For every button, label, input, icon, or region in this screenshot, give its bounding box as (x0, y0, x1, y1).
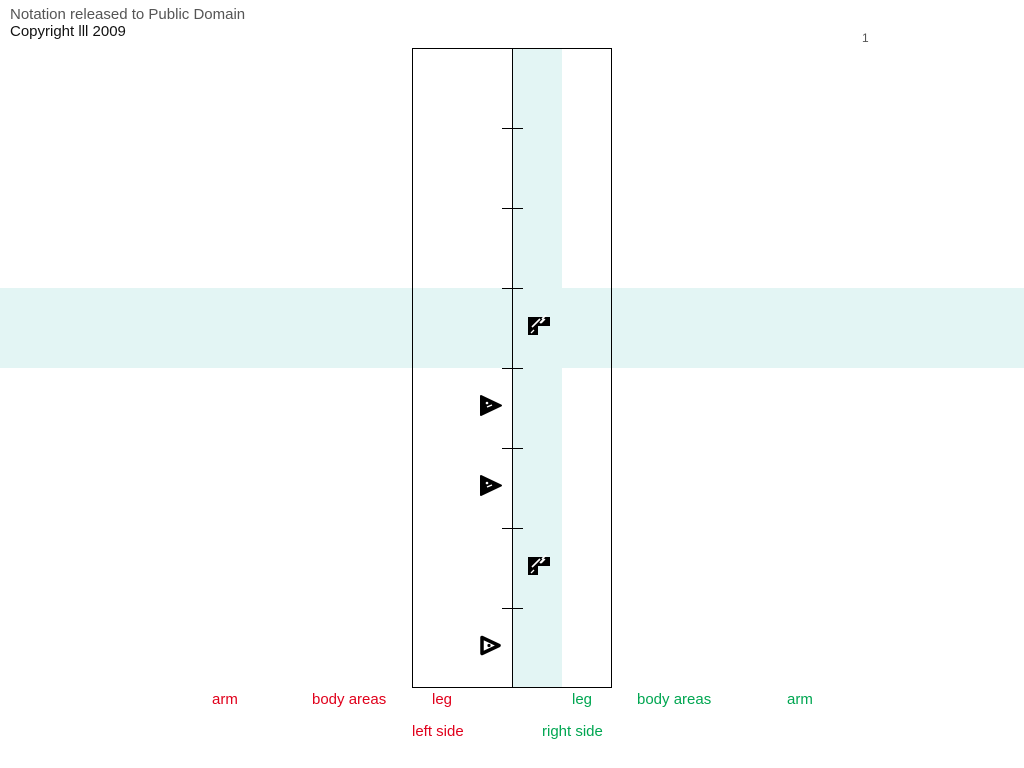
right-arm-label: arm (787, 691, 813, 708)
right-body-areas-label: body areas (637, 691, 712, 708)
bar-line-tick (502, 448, 523, 449)
bar-line-tick (502, 368, 523, 369)
direction-symbol-right-side-low-left (478, 394, 503, 417)
direction-symbol-right-side-low-left (478, 474, 503, 497)
left-leg-label: leg (432, 691, 453, 708)
direction-symbol-forward-diagonal-right (527, 554, 552, 576)
bar-line-tick (502, 208, 523, 209)
direction-symbol-right-side-middle-left (478, 634, 503, 657)
page-number: 1 (862, 31, 869, 45)
copyright-notice: Copyright lll 2009 (10, 23, 126, 40)
notation-notice: Notation released to Public Domain (10, 6, 246, 23)
direction-symbol-forward-diagonal-right (527, 314, 552, 336)
bar-line-tick (502, 687, 523, 688)
bar-line-tick (502, 288, 523, 289)
bar-line-tick (502, 528, 523, 529)
left-body-areas-label: body areas (312, 691, 387, 708)
left-side-label: left side (412, 723, 464, 740)
bar-line-tick (502, 128, 523, 129)
right-leg-label: leg (572, 691, 593, 708)
left-arm-label: arm (212, 691, 238, 708)
bar-line-tick (502, 608, 523, 609)
right-side-label: right side (542, 723, 603, 740)
